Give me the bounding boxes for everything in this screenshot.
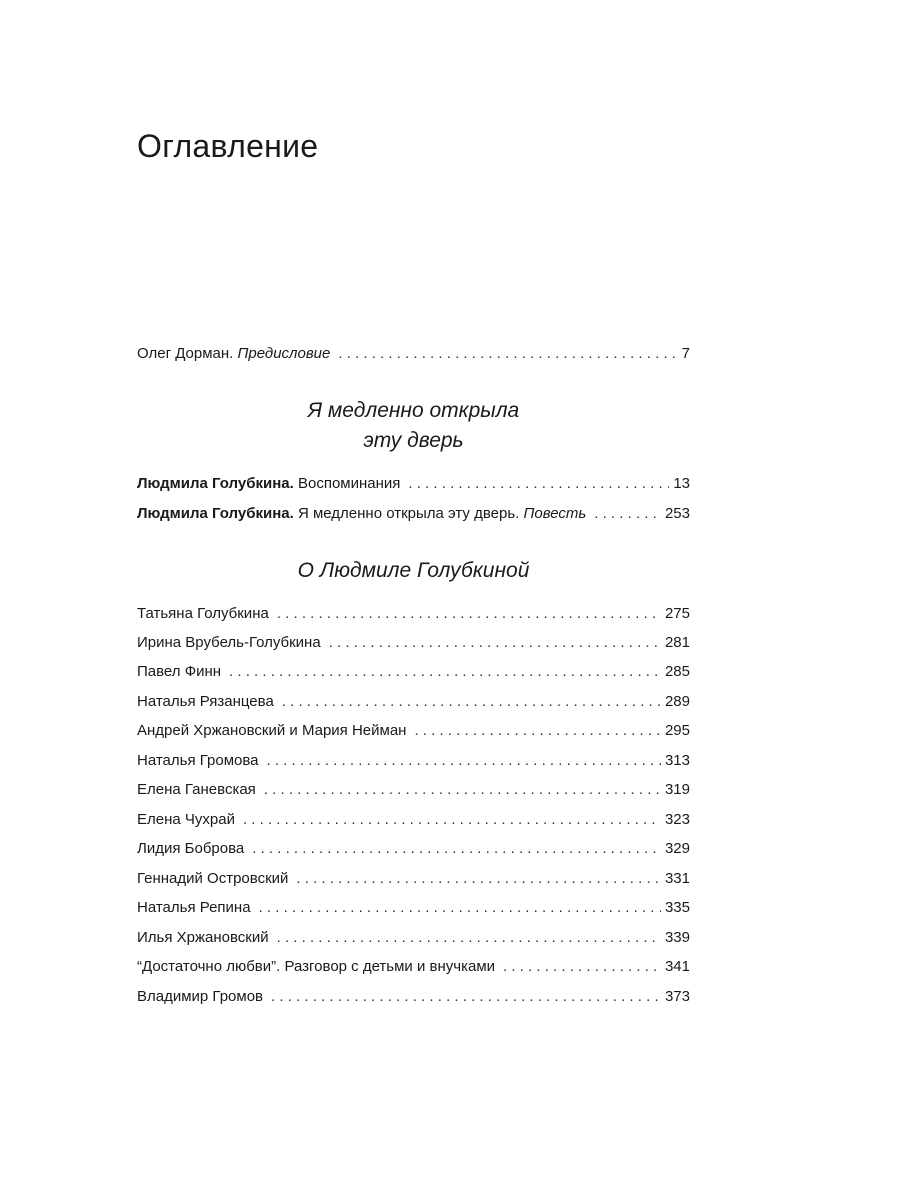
page-title: Оглавление bbox=[137, 128, 319, 164]
toc-entry[interactable] bbox=[137, 662, 690, 682]
leader-dots bbox=[252, 839, 661, 859]
toc-entry[interactable] bbox=[137, 751, 690, 771]
page-number: 253 bbox=[664, 505, 690, 522]
entry-label: Елена Чухрай bbox=[137, 811, 235, 828]
toc-entry[interactable] bbox=[137, 810, 690, 830]
leader-dots bbox=[296, 869, 661, 889]
leader-dots bbox=[267, 751, 661, 771]
entry-label: Наталья Рязанцева bbox=[137, 693, 274, 710]
page-number: 289 bbox=[664, 693, 690, 710]
toc-entry[interactable] bbox=[137, 692, 690, 712]
entry-label: Олег Дорман. Предисловие bbox=[137, 345, 331, 362]
entry-label: Людмила Голубкина. Воспоминания bbox=[137, 475, 401, 492]
page-number: 323 bbox=[664, 811, 690, 828]
page-number: 281 bbox=[664, 634, 690, 651]
toc-entry[interactable] bbox=[137, 504, 690, 524]
leader-dots bbox=[414, 721, 661, 741]
leader-dots bbox=[243, 810, 661, 830]
leader-dots bbox=[338, 344, 677, 364]
page-number: 319 bbox=[664, 781, 690, 798]
page-number: 329 bbox=[664, 840, 690, 857]
entry-label: Ирина Врубель-Голубкина bbox=[137, 634, 321, 651]
leader-dots bbox=[277, 604, 661, 624]
entry-label: Татьяна Голубкина bbox=[137, 605, 269, 622]
entry-label: Геннадий Островский bbox=[137, 870, 289, 887]
page-number: 285 bbox=[664, 663, 690, 680]
page-number: 7 bbox=[681, 345, 690, 362]
toc-entry[interactable] bbox=[137, 928, 690, 948]
page-number: 341 bbox=[664, 958, 690, 975]
entry-label: Елена Ганевская bbox=[137, 781, 256, 798]
toc-entry[interactable] bbox=[137, 780, 690, 800]
entry-label: Наталья Репина bbox=[137, 899, 251, 916]
leader-dots bbox=[329, 633, 661, 653]
toc-entry[interactable] bbox=[137, 898, 690, 918]
page-number: 339 bbox=[664, 929, 690, 946]
section-heading: О Людмиле Голубкиной bbox=[297, 559, 530, 582]
entry-label: Людмила Голубкина. Я медленно открыла эту дверь. Повесть bbox=[137, 505, 587, 522]
toc-entry[interactable] bbox=[137, 721, 690, 741]
toc-entry[interactable] bbox=[137, 474, 690, 494]
leader-dots bbox=[259, 898, 661, 918]
leader-dots bbox=[271, 987, 661, 1007]
entry-label: Лидия Боброва bbox=[137, 840, 245, 857]
entry-label: Наталья Громова bbox=[137, 752, 259, 769]
entry-label: Андрей Хржановский и Мария Нейман bbox=[137, 722, 407, 739]
leader-dots bbox=[264, 780, 661, 800]
toc-entry[interactable] bbox=[137, 633, 690, 653]
entry-label: Илья Хржановский bbox=[137, 929, 269, 946]
leader-dots bbox=[408, 474, 669, 494]
leader-dots bbox=[594, 504, 661, 524]
toc-entry[interactable] bbox=[137, 839, 690, 859]
page-number: 331 bbox=[664, 870, 690, 887]
toc-entry[interactable] bbox=[137, 869, 690, 889]
toc-entry[interactable] bbox=[137, 987, 690, 1007]
page-number: 313 bbox=[664, 752, 690, 769]
entry-label: Павел Финн bbox=[137, 663, 222, 680]
page-number: 13 bbox=[673, 475, 690, 492]
toc-entry[interactable] bbox=[137, 604, 690, 624]
page-number: 373 bbox=[664, 988, 690, 1005]
toc-entry[interactable] bbox=[137, 957, 690, 977]
section-heading: Я медленно открыла эту дверь bbox=[307, 399, 520, 452]
leader-dots bbox=[277, 928, 661, 948]
entry-label: Владимир Громов bbox=[137, 988, 264, 1005]
toc-entry-preface[interactable] bbox=[137, 344, 690, 364]
page-number: 335 bbox=[664, 899, 690, 916]
leader-dots bbox=[503, 957, 661, 977]
page-number: 295 bbox=[664, 722, 690, 739]
leader-dots bbox=[229, 662, 661, 682]
page-number: 275 bbox=[664, 605, 690, 622]
leader-dots bbox=[282, 692, 661, 712]
entry-label: “Достаточно любви”. Разговор с детьми и внучками bbox=[137, 958, 496, 975]
